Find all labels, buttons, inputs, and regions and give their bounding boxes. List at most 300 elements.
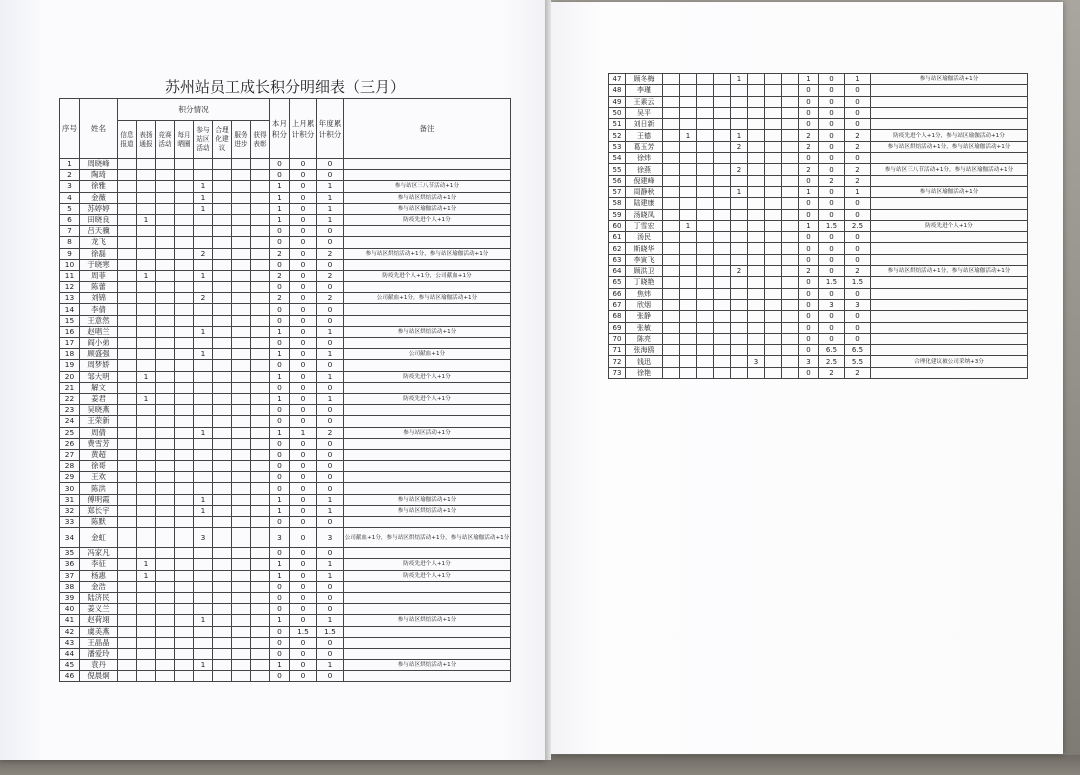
row-last-points: 0 bbox=[819, 153, 845, 164]
row-name: 金薇 bbox=[80, 192, 118, 203]
row-points-cell bbox=[137, 461, 156, 472]
row-note bbox=[871, 119, 1028, 130]
row-points-cell bbox=[156, 214, 175, 225]
row-year-points: 1 bbox=[317, 371, 344, 382]
row-name: 王意然 bbox=[80, 315, 118, 326]
table-row bbox=[60, 483, 511, 494]
row-points-cell bbox=[194, 559, 213, 570]
row-last-points: 0 bbox=[819, 254, 845, 265]
row-name: 徐哥 bbox=[80, 461, 118, 472]
row-points-cell bbox=[137, 248, 156, 259]
row-points-cell bbox=[765, 186, 782, 197]
row-points-cell bbox=[748, 333, 765, 344]
row-points-cell bbox=[765, 356, 782, 367]
row-last-points: 0 bbox=[819, 119, 845, 130]
table-row bbox=[60, 559, 511, 570]
row-points-cell bbox=[663, 175, 680, 186]
row-points-cell bbox=[765, 209, 782, 220]
row-points-cell bbox=[156, 438, 175, 449]
row-name: 周梦娇 bbox=[80, 360, 118, 371]
row-last-points: 0 bbox=[819, 186, 845, 197]
row-name: 徐炜 bbox=[626, 153, 663, 164]
row-points-cell bbox=[156, 461, 175, 472]
row-last-points: 0 bbox=[290, 170, 317, 181]
table-row bbox=[60, 461, 511, 472]
row-last-points: 0 bbox=[290, 517, 317, 528]
row-points-cell bbox=[137, 259, 156, 270]
row-points-cell bbox=[680, 175, 697, 186]
row-year-points: 0 bbox=[317, 472, 344, 483]
row-points-cell bbox=[175, 159, 194, 170]
row-seq: 22 bbox=[60, 393, 80, 404]
row-points-cell bbox=[156, 304, 175, 315]
row-last-points: 0 bbox=[290, 226, 317, 237]
row-points-cell bbox=[232, 237, 251, 248]
row-points-cell bbox=[765, 164, 782, 175]
table-row bbox=[609, 345, 1028, 356]
row-points-cell bbox=[680, 288, 697, 299]
row-points-cell bbox=[782, 333, 799, 344]
row-last-points: 0 bbox=[290, 214, 317, 225]
row-name: 郑长宇 bbox=[80, 505, 118, 516]
row-points-cell bbox=[680, 141, 697, 152]
row-points-cell bbox=[213, 293, 232, 304]
row-year-points: 0 bbox=[845, 322, 871, 333]
row-year-points: 0 bbox=[317, 237, 344, 248]
row-year-points: 0 bbox=[317, 304, 344, 315]
row-year-points: 0 bbox=[317, 461, 344, 472]
row-points-cell bbox=[714, 85, 731, 96]
row-points-cell bbox=[213, 226, 232, 237]
row-points-cell bbox=[118, 461, 137, 472]
row-points-cell bbox=[251, 248, 270, 259]
row-points-cell bbox=[782, 311, 799, 322]
header-month: 本月积分 bbox=[270, 99, 290, 159]
row-name: 虞美燕 bbox=[80, 626, 118, 637]
row-points-cell bbox=[251, 349, 270, 360]
row-last-points: 0 bbox=[290, 360, 317, 371]
row-points-cell bbox=[765, 266, 782, 277]
row-points-cell bbox=[251, 427, 270, 438]
row-points-cell bbox=[118, 371, 137, 382]
row-points-cell bbox=[156, 405, 175, 416]
row-year-points: 1 bbox=[317, 393, 344, 404]
row-points-cell bbox=[156, 548, 175, 559]
row-note: 防疫先进个人+1分 bbox=[344, 371, 511, 382]
row-points-cell bbox=[782, 107, 799, 118]
row-note: 参与站区烘焙活动+1分 bbox=[344, 326, 511, 337]
row-points-cell: 3 bbox=[194, 528, 213, 548]
header-col-0: 信息报道 bbox=[118, 121, 137, 159]
row-points-cell bbox=[137, 159, 156, 170]
table-row bbox=[60, 592, 511, 603]
row-points-cell bbox=[118, 282, 137, 293]
row-points-cell bbox=[137, 604, 156, 615]
row-seq: 19 bbox=[60, 360, 80, 371]
row-points-cell bbox=[680, 164, 697, 175]
row-points-cell bbox=[232, 203, 251, 214]
table-row bbox=[609, 164, 1028, 175]
row-name: 葛玉芳 bbox=[626, 141, 663, 152]
row-name: 王素云 bbox=[626, 96, 663, 107]
row-points-cell bbox=[731, 356, 748, 367]
row-year-points: 2 bbox=[317, 270, 344, 281]
row-points-cell bbox=[194, 626, 213, 637]
row-points-cell bbox=[697, 186, 714, 197]
row-points-cell bbox=[765, 220, 782, 231]
row-year-points: 0 bbox=[317, 259, 344, 270]
row-points-cell bbox=[714, 74, 731, 85]
row-name: 欣烟 bbox=[626, 299, 663, 310]
row-year-points: 0 bbox=[317, 405, 344, 416]
row-points-cell bbox=[782, 96, 799, 107]
table-row bbox=[60, 505, 511, 516]
row-points-cell bbox=[697, 254, 714, 265]
row-name: 李倩 bbox=[80, 304, 118, 315]
row-points-cell bbox=[663, 356, 680, 367]
row-month-points: 1 bbox=[270, 505, 290, 516]
row-points-cell bbox=[194, 570, 213, 581]
row-year-points: 1 bbox=[317, 559, 344, 570]
row-points-cell bbox=[251, 237, 270, 248]
row-month-points: 0 bbox=[799, 209, 819, 220]
row-seq: 43 bbox=[60, 637, 80, 648]
row-month-points: 2 bbox=[270, 270, 290, 281]
row-points-cell: 1 bbox=[194, 270, 213, 281]
row-points-cell bbox=[156, 371, 175, 382]
row-name: 金浩 bbox=[80, 581, 118, 592]
row-points-cell bbox=[765, 243, 782, 254]
row-year-points: 0 bbox=[845, 107, 871, 118]
row-points-cell bbox=[697, 345, 714, 356]
row-points-cell bbox=[765, 74, 782, 85]
row-points-cell bbox=[697, 107, 714, 118]
row-seq: 10 bbox=[60, 259, 80, 270]
row-year-points: 1 bbox=[317, 192, 344, 203]
row-points-cell bbox=[663, 96, 680, 107]
row-month-points: 1 bbox=[799, 220, 819, 231]
row-points-cell bbox=[663, 266, 680, 277]
row-year-points: 0 bbox=[317, 226, 344, 237]
row-note bbox=[344, 517, 511, 528]
row-year-points: 0 bbox=[845, 119, 871, 130]
row-points-cell bbox=[156, 203, 175, 214]
row-points-cell bbox=[213, 338, 232, 349]
row-points-cell bbox=[782, 85, 799, 96]
row-seq: 8 bbox=[60, 237, 80, 248]
row-points-cell bbox=[156, 581, 175, 592]
row-month-points: 1 bbox=[270, 570, 290, 581]
row-points-cell bbox=[232, 592, 251, 603]
row-points-cell bbox=[680, 367, 697, 378]
row-points-cell bbox=[731, 220, 748, 231]
header-col-2: 竞赛活动 bbox=[156, 121, 175, 159]
row-note: 参与站区三八节活动+1分，参与站区瑜伽活动+1分 bbox=[871, 164, 1028, 175]
row-points-cell bbox=[251, 581, 270, 592]
row-points-cell bbox=[232, 214, 251, 225]
row-name: 钱迅 bbox=[626, 356, 663, 367]
row-year-points: 0 bbox=[317, 438, 344, 449]
row-points-cell bbox=[748, 74, 765, 85]
row-month-points: 0 bbox=[270, 237, 290, 248]
row-last-points: 0 bbox=[819, 74, 845, 85]
row-points-cell bbox=[213, 528, 232, 548]
row-points-cell bbox=[118, 483, 137, 494]
row-points-cell bbox=[251, 203, 270, 214]
row-seq: 11 bbox=[60, 270, 80, 281]
page-title: 苏州站员工成长积分明细表（三月） bbox=[164, 78, 405, 96]
row-name: 顾冬梅 bbox=[626, 74, 663, 85]
row-month-points: 0 bbox=[270, 592, 290, 603]
row-note: 参与站区烘焙活动+1分 bbox=[344, 505, 511, 516]
row-points-cell bbox=[232, 505, 251, 516]
row-seq: 59 bbox=[609, 209, 626, 220]
row-points-cell bbox=[156, 170, 175, 181]
row-points-cell bbox=[782, 119, 799, 130]
row-note bbox=[344, 282, 511, 293]
row-points-cell bbox=[175, 416, 194, 427]
row-points-cell bbox=[663, 277, 680, 288]
row-seq: 38 bbox=[60, 581, 80, 592]
row-points-cell bbox=[714, 266, 731, 277]
row-points-cell bbox=[156, 570, 175, 581]
row-points-cell bbox=[175, 592, 194, 603]
row-points-cell bbox=[194, 461, 213, 472]
row-year-points: 0 bbox=[845, 311, 871, 322]
row-points-cell bbox=[213, 416, 232, 427]
row-seq: 30 bbox=[60, 483, 80, 494]
row-points-cell bbox=[697, 119, 714, 130]
table-row bbox=[60, 528, 511, 548]
row-note bbox=[344, 237, 511, 248]
row-note bbox=[871, 288, 1028, 299]
row-points-cell bbox=[782, 266, 799, 277]
row-seq: 35 bbox=[60, 548, 80, 559]
row-points-cell bbox=[232, 483, 251, 494]
row-seq: 23 bbox=[60, 405, 80, 416]
row-points-cell bbox=[765, 153, 782, 164]
row-month-points: 0 bbox=[270, 438, 290, 449]
row-name: 田晓良 bbox=[80, 214, 118, 225]
row-points-cell bbox=[251, 528, 270, 548]
row-note bbox=[871, 311, 1028, 322]
table-row bbox=[609, 333, 1028, 344]
row-seq: 37 bbox=[60, 570, 80, 581]
row-year-points: 2 bbox=[845, 141, 871, 152]
row-points-cell bbox=[251, 472, 270, 483]
row-note bbox=[344, 604, 511, 615]
table-row bbox=[609, 299, 1028, 310]
row-points-cell bbox=[663, 220, 680, 231]
row-seq: 52 bbox=[609, 130, 626, 141]
row-points-cell bbox=[137, 405, 156, 416]
row-points-cell bbox=[232, 449, 251, 460]
row-points-cell bbox=[232, 304, 251, 315]
row-points-cell bbox=[156, 338, 175, 349]
row-points-cell bbox=[714, 254, 731, 265]
row-points-cell bbox=[251, 181, 270, 192]
row-points-cell bbox=[714, 107, 731, 118]
row-name: 陈亮 bbox=[626, 333, 663, 344]
row-month-points: 0 bbox=[270, 461, 290, 472]
table-row bbox=[60, 360, 511, 371]
row-points-cell bbox=[213, 671, 232, 682]
row-points-cell bbox=[118, 559, 137, 570]
row-name: 倪建峰 bbox=[626, 175, 663, 186]
row-points-cell bbox=[714, 288, 731, 299]
row-month-points: 1 bbox=[270, 203, 290, 214]
table-row bbox=[609, 266, 1028, 277]
row-year-points: 0 bbox=[845, 153, 871, 164]
row-month-points: 1 bbox=[270, 660, 290, 671]
row-name: 姜义兰 bbox=[80, 604, 118, 615]
row-month-points: 2 bbox=[799, 164, 819, 175]
row-name: 吕天骥 bbox=[80, 226, 118, 237]
row-seq: 64 bbox=[609, 266, 626, 277]
row-points-cell bbox=[118, 528, 137, 548]
table-row bbox=[60, 472, 511, 483]
row-points-cell bbox=[137, 382, 156, 393]
row-note bbox=[344, 483, 511, 494]
row-points-cell bbox=[697, 198, 714, 209]
row-seq: 65 bbox=[609, 277, 626, 288]
row-points-cell bbox=[714, 311, 731, 322]
row-points-cell bbox=[697, 277, 714, 288]
row-points-cell bbox=[137, 181, 156, 192]
row-points-cell bbox=[194, 449, 213, 460]
row-year-points: 1 bbox=[317, 326, 344, 337]
row-note: 参与站区瑜伽活动+1分 bbox=[871, 186, 1028, 197]
row-points-cell bbox=[748, 277, 765, 288]
row-points-cell bbox=[156, 282, 175, 293]
row-points-cell bbox=[232, 192, 251, 203]
row-points-cell: 1 bbox=[137, 570, 156, 581]
row-month-points: 0 bbox=[799, 367, 819, 378]
row-month-points: 0 bbox=[799, 311, 819, 322]
row-seq: 70 bbox=[609, 333, 626, 344]
row-last-points: 0 bbox=[290, 371, 317, 382]
row-points-cell bbox=[213, 270, 232, 281]
row-note: 参与站区烘焙活动+1分，参与站区瑜伽活动+1分 bbox=[344, 248, 511, 259]
row-points-cell bbox=[765, 311, 782, 322]
row-year-points: 0 bbox=[317, 170, 344, 181]
table-row bbox=[609, 141, 1028, 152]
row-points-cell bbox=[175, 626, 194, 637]
row-points-cell bbox=[156, 382, 175, 393]
table-row bbox=[609, 288, 1028, 299]
row-month-points: 0 bbox=[270, 405, 290, 416]
row-month-points: 0 bbox=[270, 315, 290, 326]
row-year-points: 2 bbox=[317, 248, 344, 259]
row-month-points: 0 bbox=[270, 517, 290, 528]
row-seq: 6 bbox=[60, 214, 80, 225]
row-points-cell bbox=[137, 648, 156, 659]
row-points-cell bbox=[251, 293, 270, 304]
table-row bbox=[609, 74, 1028, 85]
table-row bbox=[609, 119, 1028, 130]
table-row bbox=[609, 186, 1028, 197]
row-points-cell bbox=[697, 130, 714, 141]
table-row bbox=[60, 259, 511, 270]
row-points-cell bbox=[663, 198, 680, 209]
row-name: 汤民 bbox=[626, 232, 663, 243]
row-month-points: 1 bbox=[799, 74, 819, 85]
row-note: 防疫先进个人+1分 bbox=[344, 559, 511, 570]
row-seq: 45 bbox=[60, 660, 80, 671]
row-last-points: 1.5 bbox=[819, 277, 845, 288]
row-points-cell bbox=[175, 548, 194, 559]
row-points-cell bbox=[232, 393, 251, 404]
row-last-points: 0 bbox=[290, 648, 317, 659]
row-month-points: 0 bbox=[799, 243, 819, 254]
row-points-cell bbox=[118, 237, 137, 248]
row-note bbox=[344, 416, 511, 427]
row-note: 参与站区烘焙活动+1分，参与站区瑜伽活动+1分 bbox=[871, 141, 1028, 152]
row-points-cell bbox=[765, 175, 782, 186]
row-points-cell bbox=[137, 671, 156, 682]
row-points-cell bbox=[118, 671, 137, 682]
row-name: 苏婷婷 bbox=[80, 203, 118, 214]
row-points-cell bbox=[137, 293, 156, 304]
row-year-points: 0 bbox=[317, 604, 344, 615]
row-note bbox=[871, 277, 1028, 288]
row-name: 陈蕾 bbox=[80, 282, 118, 293]
row-last-points: 0 bbox=[819, 85, 845, 96]
row-points-cell bbox=[137, 360, 156, 371]
row-name: 王德 bbox=[626, 130, 663, 141]
row-points-cell bbox=[765, 333, 782, 344]
row-year-points: 0 bbox=[845, 254, 871, 265]
row-name: 周静秋 bbox=[626, 186, 663, 197]
row-points-cell: 1 bbox=[194, 326, 213, 337]
row-name: 徐艳 bbox=[626, 367, 663, 378]
row-points-cell bbox=[251, 438, 270, 449]
row-seq: 47 bbox=[609, 74, 626, 85]
row-points-cell bbox=[194, 648, 213, 659]
row-last-points: 0 bbox=[290, 671, 317, 682]
header-col-7: 获得表彰 bbox=[251, 121, 270, 159]
row-last-points: 0 bbox=[290, 581, 317, 592]
row-note bbox=[871, 209, 1028, 220]
row-last-points: 0 bbox=[290, 472, 317, 483]
row-points-cell: 1 bbox=[194, 192, 213, 203]
row-last-points: 0 bbox=[290, 282, 317, 293]
row-year-points: 1 bbox=[317, 615, 344, 626]
table-row bbox=[60, 326, 511, 337]
row-points-cell bbox=[118, 517, 137, 528]
row-points-cell: 1 bbox=[194, 494, 213, 505]
row-points-cell bbox=[748, 209, 765, 220]
row-last-points: 0 bbox=[290, 192, 317, 203]
row-note bbox=[871, 345, 1028, 356]
row-points-cell bbox=[156, 349, 175, 360]
row-month-points: 1 bbox=[270, 192, 290, 203]
row-points-cell bbox=[175, 248, 194, 259]
row-points-cell bbox=[714, 153, 731, 164]
row-points-cell bbox=[118, 660, 137, 671]
row-year-points: 0 bbox=[317, 338, 344, 349]
table-row bbox=[609, 85, 1028, 96]
row-points-cell bbox=[175, 315, 194, 326]
row-points-cell bbox=[175, 192, 194, 203]
row-year-points: 2 bbox=[845, 266, 871, 277]
row-points-cell bbox=[213, 449, 232, 460]
row-month-points: 3 bbox=[799, 356, 819, 367]
row-month-points: 1 bbox=[270, 349, 290, 360]
row-name: 倪晨炯 bbox=[80, 671, 118, 682]
row-points-cell bbox=[680, 209, 697, 220]
row-year-points: 0 bbox=[317, 517, 344, 528]
